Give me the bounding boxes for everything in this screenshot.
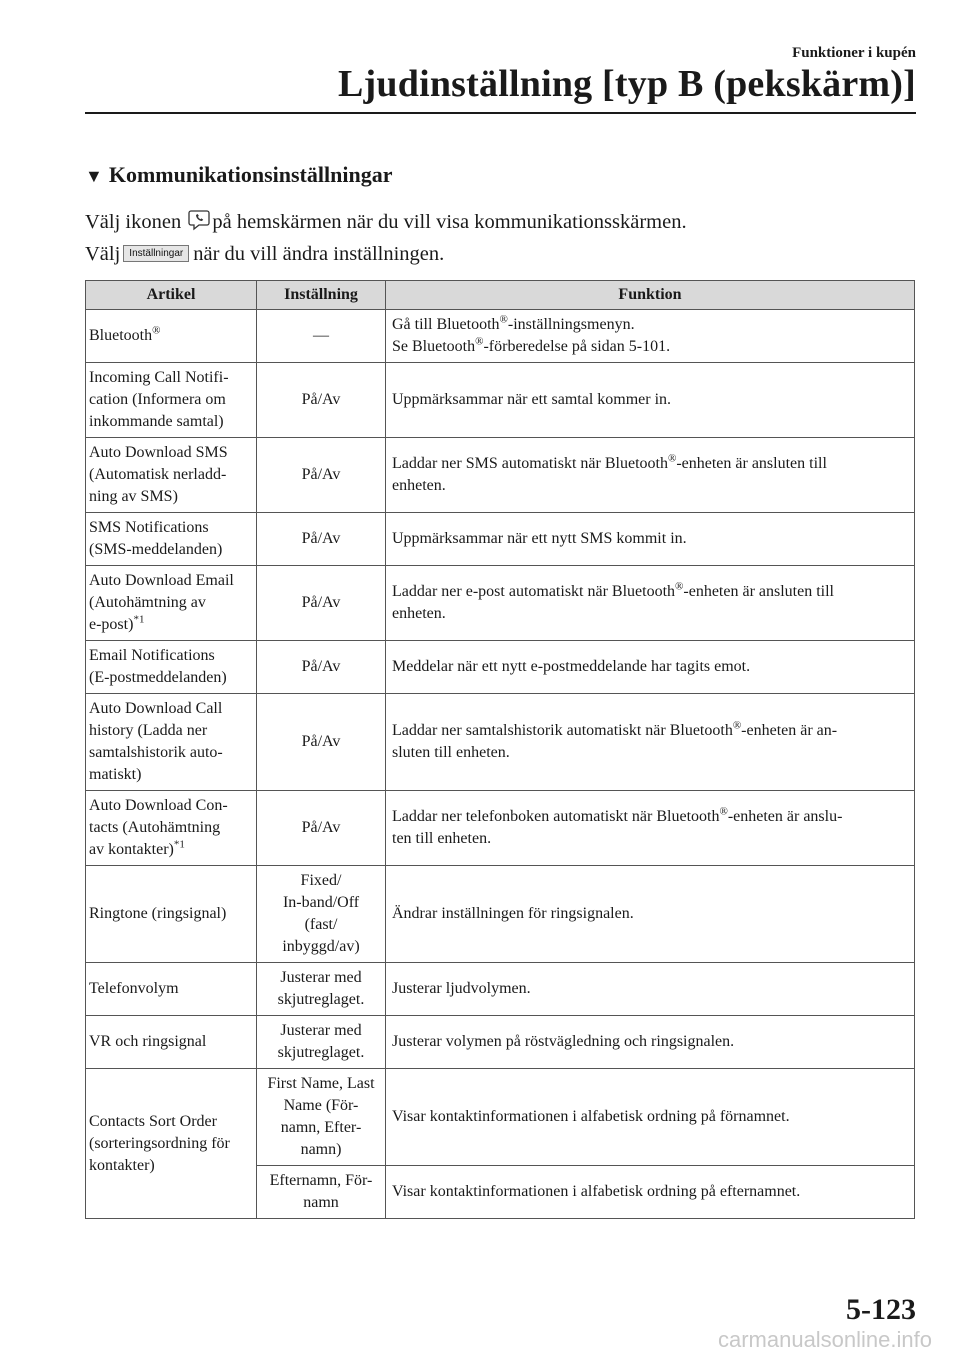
cell-funktion: Uppmärksammar när ett nytt SMS kommit in. (386, 513, 915, 566)
superscript: ® (732, 719, 742, 732)
cell-artikel: Telefonvolym (86, 963, 257, 1016)
cell-installning: Justerar med skjutreglaget. (257, 963, 386, 1016)
table-row (86, 438, 915, 513)
cell-text: Gå till Bluetooth (392, 316, 500, 333)
cell-installning: Fixed/ In-band/Off (fast/ inbyggd/av) (257, 866, 386, 963)
cell-artikel: Ringtone (ringsignal) (86, 866, 257, 963)
cell-installning: Justerar med skjutreglaget. (257, 1016, 386, 1069)
cell-artikel (86, 791, 257, 866)
table-row (86, 963, 915, 1016)
cell-installning: På/Av (257, 438, 386, 513)
table-row (86, 694, 915, 791)
page-title: Ljudinställning [typ B (pekskärm)] (338, 63, 916, 105)
superscript: ® (499, 313, 508, 326)
cell-funktion (386, 791, 915, 866)
cell-artikel: Contacts Sort Order (sorteringsordning för kontakter) (86, 1069, 257, 1219)
intro-line-1-pre: Välj ikonen (85, 211, 182, 233)
cell-text: Auto Download Email (Autohämtning av e-post) (89, 572, 234, 633)
communication-phone-icon (188, 209, 210, 231)
table-header-row (86, 281, 915, 310)
cell-funktion: Ändrar inställningen för ringsignalen. (386, 866, 915, 963)
column-header-artikel: Artikel (86, 281, 257, 310)
cell-installning: Efternamn, För- namn (257, 1166, 386, 1219)
cell-funktion (386, 438, 915, 513)
cell-funktion: Meddelar när ett nytt e-postmeddelande har tagits emot. (386, 641, 915, 694)
cell-text: -enheten är ansluten till enheten. (392, 455, 827, 494)
cell-installning: First Name, Last Name (För- namn, Efter- namn) (257, 1069, 386, 1166)
cell-installning: På/Av (257, 566, 386, 641)
section-heading-text: Kommunikationsinställningar (108, 162, 393, 187)
cell-line (392, 336, 910, 358)
superscript: *1 (133, 613, 145, 626)
cell-text: -enheten är anslu- ten till enheten. (392, 808, 843, 847)
section-heading (85, 162, 392, 188)
intro-line-1-post: på hemskärmen när du vill visa kommunikationsskärmen. (212, 211, 687, 233)
triangle-bullet-icon: ▼ (85, 166, 103, 186)
superscript: *1 (173, 838, 185, 851)
settings-button-image: Inställningar (123, 245, 189, 262)
superscript: ® (152, 324, 161, 337)
intro-line-2 (85, 238, 687, 270)
cell-line (392, 314, 910, 336)
intro-text (85, 206, 687, 270)
cell-text: Laddar ner telefonboken automatiskt när Bluetooth (392, 808, 720, 825)
cell-text: Laddar ner e-post automatiskt när Bluetooth (392, 583, 676, 600)
cell-text: -förberedelse på sidan 5-101. (483, 338, 671, 355)
cell-artikel (86, 566, 257, 641)
cell-text: Se Bluetooth (392, 338, 476, 355)
table-row (86, 1016, 915, 1069)
cell-installning: På/Av (257, 694, 386, 791)
cell-artikel: Auto Download Call history (Ladda ner samtalshistorik auto- matiskt) (86, 694, 257, 791)
cell-funktion: Justerar volymen på röstvägledning och ringsignalen. (386, 1016, 915, 1069)
superscript: ® (667, 452, 677, 465)
table-row (86, 363, 915, 438)
cell-funktion (386, 310, 915, 363)
column-header-installning: Inställning (257, 281, 386, 310)
column-header-funktion: Funktion (386, 281, 915, 310)
superscript: ® (719, 805, 728, 818)
table-row (86, 566, 915, 641)
running-header-section: Funktioner i kupén (792, 45, 916, 61)
cell-funktion: Justerar ljudvolymen. (386, 963, 915, 1016)
table-row (86, 641, 915, 694)
cell-text: Auto Download Con- tacts (Autohämtning av kontakter) (89, 797, 228, 858)
cell-artikel (86, 310, 257, 363)
cell-text: -enheten är ansluten till enheten. (392, 583, 834, 622)
cell-artikel: Auto Download SMS (Automatisk nerladd- ning av SMS) (86, 438, 257, 513)
cell-funktion (386, 694, 915, 791)
cell-artikel: SMS Notifications (SMS-meddelanden) (86, 513, 257, 566)
cell-artikel: Incoming Call Notifi- cation (Informera om inkommande samtal) (86, 363, 257, 438)
table-row (86, 310, 915, 363)
table-row (86, 791, 915, 866)
table-row (86, 1069, 915, 1166)
intro-line-2-pre: Välj (85, 243, 121, 265)
intro-line-2-post: när du vill ändra inställningen. (193, 243, 445, 265)
cell-artikel: VR och ringsignal (86, 1016, 257, 1069)
cell-text: Laddar ner SMS automatiskt när Bluetooth (392, 455, 668, 472)
watermark: carmanualsonline.info (717, 1327, 932, 1352)
table-row (86, 866, 915, 963)
superscript: ® (675, 580, 684, 593)
cell-text: Bluetooth (89, 327, 153, 344)
cell-installning: På/Av (257, 641, 386, 694)
cell-text: -enheten är an- sluten till enheten. (392, 722, 838, 761)
cell-installning: — (257, 310, 386, 363)
cell-artikel: Email Notifications (E-postmeddelanden) (86, 641, 257, 694)
cell-installning: På/Av (257, 363, 386, 438)
cell-text: Laddar ner samtalshistorik automatiskt när Bluetooth (392, 722, 733, 739)
cell-funktion: Visar kontaktinformationen i alfabetisk ordning på efternamnet. (386, 1166, 915, 1219)
cell-funktion (386, 566, 915, 641)
table-row (86, 513, 915, 566)
page-number: 5-123 (846, 1293, 916, 1326)
cell-text: -inställningsmenyn. (507, 316, 635, 333)
cell-funktion: Visar kontaktinformationen i alfabetisk ordning på förnamnet. (386, 1069, 915, 1166)
intro-line-1 (85, 206, 687, 238)
superscript: ® (475, 335, 484, 348)
header-rule (85, 112, 916, 114)
cell-installning: På/Av (257, 791, 386, 866)
cell-funktion: Uppmärksammar när ett samtal kommer in. (386, 363, 915, 438)
cell-installning: På/Av (257, 513, 386, 566)
settings-table (85, 280, 915, 1219)
